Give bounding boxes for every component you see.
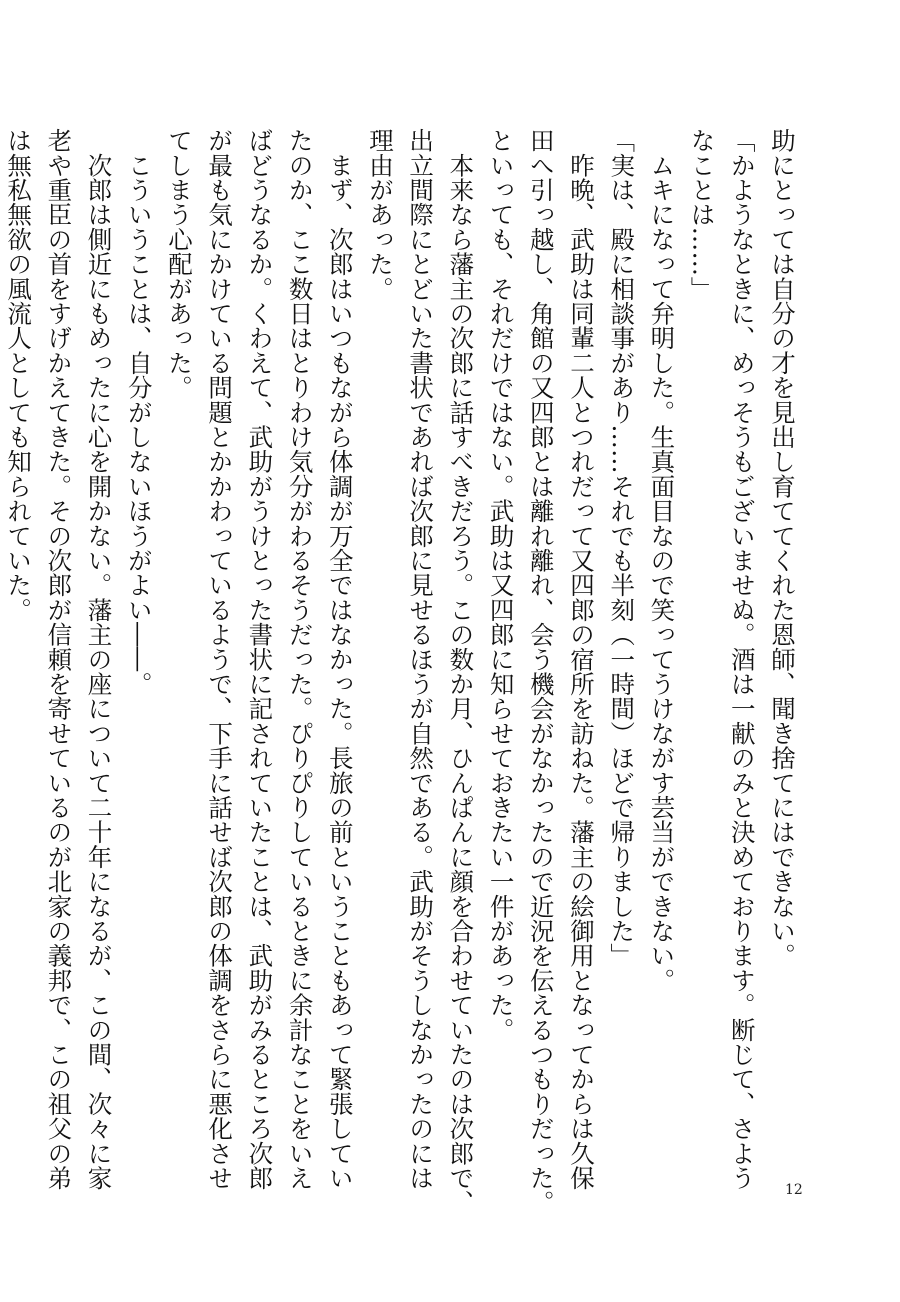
text-line: 次郎は側近にもめったに心を開かない。藩主の座について二十年になるが、この間、次々に家	[84, 128, 114, 1191]
text-line: まず、次郎はいつもながら体調が万全ではなかった。長旅の前ということもあって緊張してい	[325, 128, 355, 1191]
text-line: 助にとっては自分の才を見出し育ててくれた恩師、聞き捨てにはできない。	[768, 128, 797, 968]
text-line: たのか、ここ数日はとりわけ気分がわるそうだった。ぴりぴりしているときに余計なことをいえ	[285, 128, 315, 1191]
text-line: 「実は、殿に相談事があり……それでも半刻（一時間）ほどで帰りました」	[607, 128, 637, 968]
text-line: てしまう心配があった。	[164, 128, 194, 400]
text-line: こういうことは、自分がしないほうがよい――。	[124, 128, 154, 697]
text-line: 田へ引っ越し、角館の又四郎とは離れ離れ、会う機会がなかったので近況を伝えるつもりだった。	[526, 128, 556, 1215]
text-line: 「かようなときに、めっそうもございませぬ。酒は一献のみと決めております。断じて、さよう	[727, 128, 757, 1191]
text-line: 出立間際にとどいた書状であれば次郎に見せるほうが自然である。武助がそうしなかったのには	[406, 128, 436, 1191]
text-line: ばどうなるか。くわえて、武助がうけとった書状に記されていたことは、武助がみるところ次郎	[245, 128, 275, 1191]
text-line: といっても、それだけではない。武助は又四郎に知らせておきたい一件があった。	[486, 128, 516, 1042]
page-number: 12	[785, 1182, 803, 1198]
text-line: が最も気にかけている問題とかかわっているようで、下手に話せば次郎の体調をさらに悪化させ	[205, 128, 235, 1191]
text-line: 老や重臣の首をすげかえてきた。その次郎が信頼を寄せているのが北家の義邦で、この祖父の弟	[44, 128, 74, 1191]
text-line: は無私無欲の風流人としても知られていた。	[4, 128, 34, 622]
text-line: 昨晩、武助は同輩二人とつれだって又四郎の宿所を訪ねた。藩主の絵御用となってからは久保	[566, 128, 596, 1191]
text-line: なことは……」	[687, 128, 717, 301]
text-line: ムキになって弁明した。生真面目なので笑ってうけながす芸当ができない。	[647, 128, 677, 993]
text-line: 本来なら藩主の次郎に話すべきだろう。この数か月、ひんぱんに顔を合わせていたのは次郎で、	[446, 128, 476, 1215]
text-line: 理由があった。	[365, 128, 395, 301]
